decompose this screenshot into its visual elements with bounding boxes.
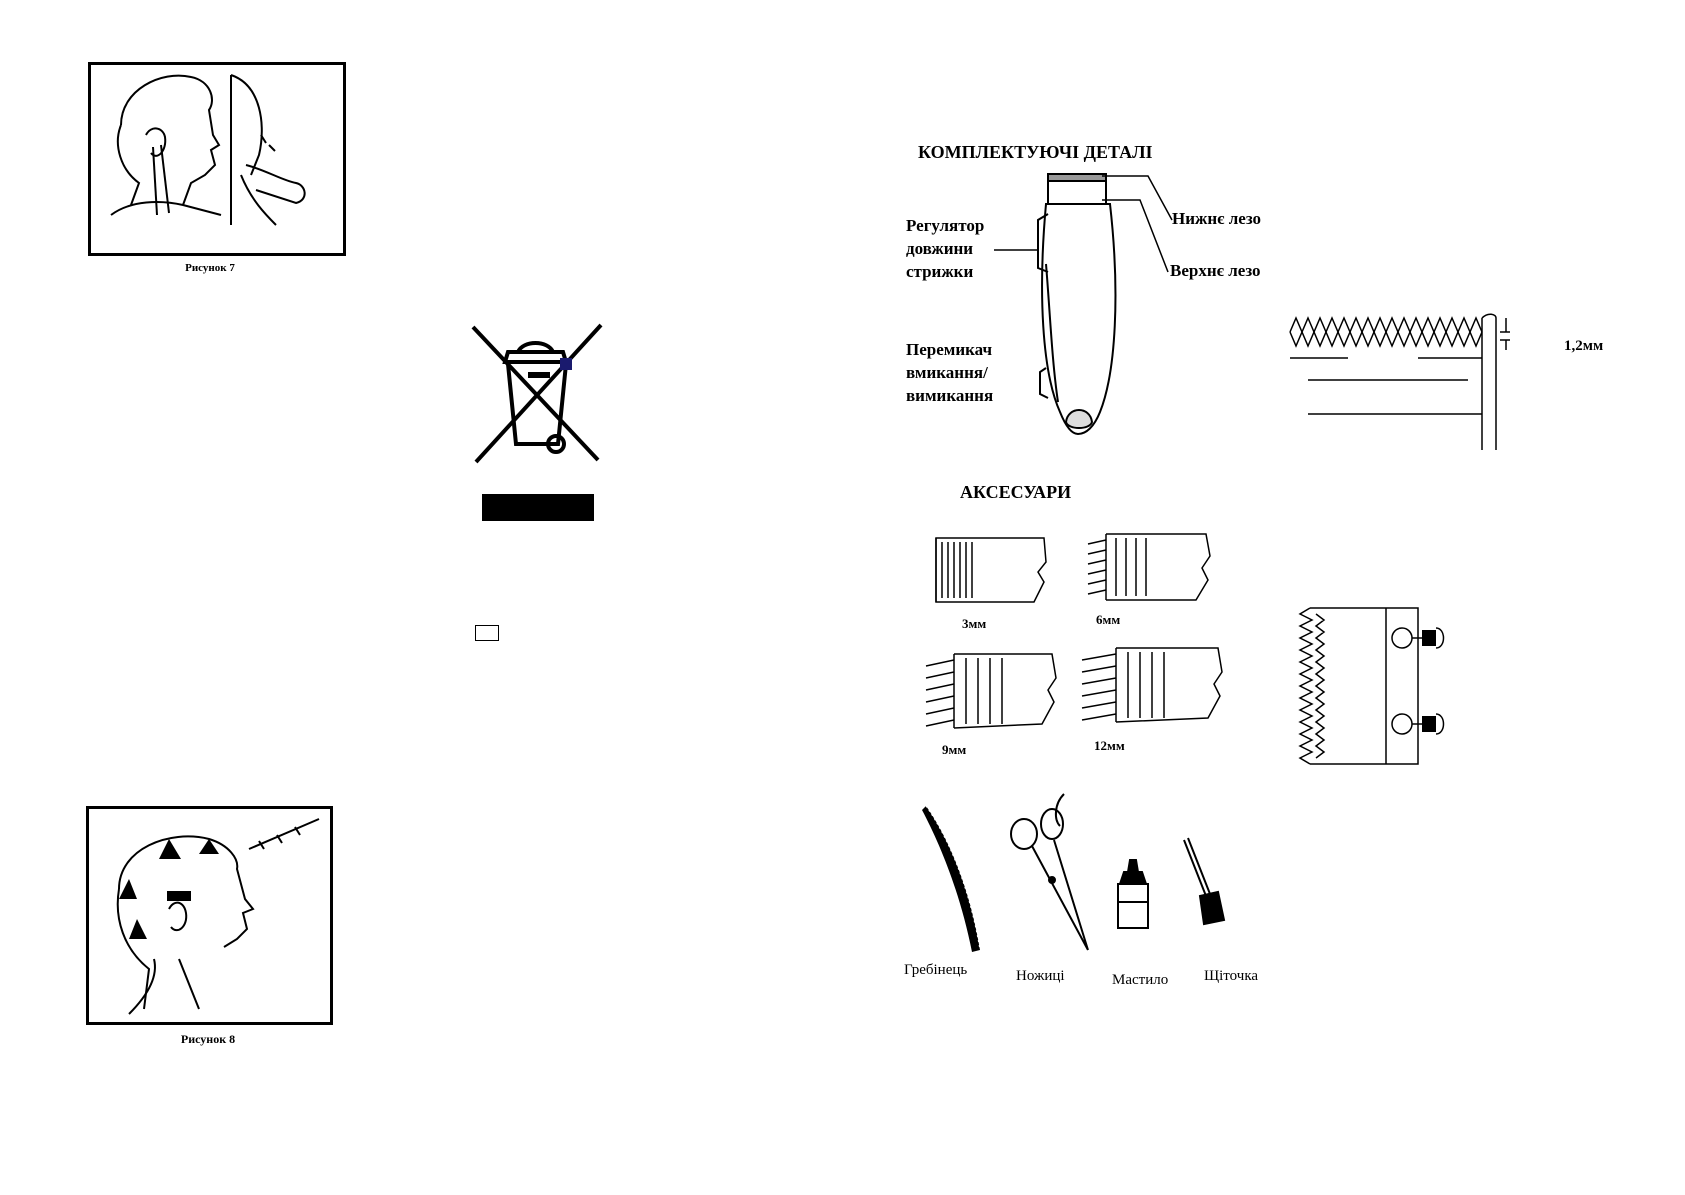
figure-7-caption: Рисунок 7 bbox=[185, 262, 235, 274]
clipper-diagram bbox=[1020, 172, 1120, 458]
blade-gap-label: 1,2мм bbox=[1564, 338, 1604, 354]
guide-comb-icon bbox=[1080, 642, 1230, 732]
guide-comb-9mm-label: 9мм bbox=[942, 742, 967, 757]
oil-bottle-accessory bbox=[1112, 858, 1154, 932]
comb-accessory bbox=[920, 800, 990, 956]
figure-8-illustration bbox=[89, 809, 330, 1022]
weee-symbol bbox=[468, 322, 606, 466]
guide-comb-9mm bbox=[924, 648, 1064, 738]
oil-bottle-icon bbox=[1112, 858, 1154, 932]
lower-blade-label: Нижнє лезо bbox=[1172, 209, 1262, 228]
figure-8-caption: Рисунок 8 bbox=[180, 1032, 236, 1046]
guide-comb-icon bbox=[924, 648, 1064, 738]
comb-icon bbox=[920, 800, 990, 956]
figure-7-illustration bbox=[91, 65, 343, 253]
blade-gap-diagram bbox=[1288, 310, 1512, 456]
brush-icon bbox=[1178, 836, 1228, 926]
scissors-label: Ножиці bbox=[1016, 968, 1065, 984]
brush-accessory bbox=[1178, 836, 1228, 926]
blade-side-view-icon bbox=[1288, 310, 1512, 456]
scissors-icon bbox=[1008, 790, 1098, 956]
brush-label: Щіточка bbox=[1204, 968, 1259, 984]
blade-front-diagram bbox=[1296, 604, 1466, 768]
length-regulator-label: Регулятор довжини стрижки bbox=[906, 216, 985, 281]
guide-comb-3mm bbox=[934, 532, 1054, 610]
guide-comb-6mm-label: 6мм bbox=[1096, 612, 1121, 627]
guide-comb-12mm-label: 12мм bbox=[1094, 738, 1125, 753]
guide-comb-icon bbox=[1086, 528, 1218, 610]
power-switch-label: Перемикач вмикання/ вимикання bbox=[906, 340, 994, 405]
blade-front-view-icon bbox=[1296, 604, 1466, 768]
hair-clipper-icon bbox=[1020, 172, 1120, 458]
guide-comb-3mm-label: 3мм bbox=[962, 616, 987, 631]
comb-label: Гребінець bbox=[904, 962, 968, 978]
guide-comb-12mm bbox=[1080, 642, 1230, 732]
figure-7 bbox=[88, 62, 346, 256]
figure-8 bbox=[86, 806, 333, 1025]
guide-comb-icon bbox=[934, 532, 1054, 610]
crossed-bin-icon bbox=[468, 322, 606, 466]
small-empty-box bbox=[475, 625, 499, 641]
components-heading: КОМПЛЕКТУЮЧІ ДЕТАЛІ bbox=[918, 142, 1153, 162]
upper-blade-label: Верхнє лезо bbox=[1170, 261, 1261, 280]
guide-comb-6mm bbox=[1086, 528, 1218, 610]
weee-black-bar bbox=[482, 494, 594, 521]
accessories-heading: АКСЕСУАРИ bbox=[960, 482, 1072, 502]
oil-label: Мастило bbox=[1112, 972, 1169, 988]
scissors-accessory bbox=[1008, 790, 1098, 956]
